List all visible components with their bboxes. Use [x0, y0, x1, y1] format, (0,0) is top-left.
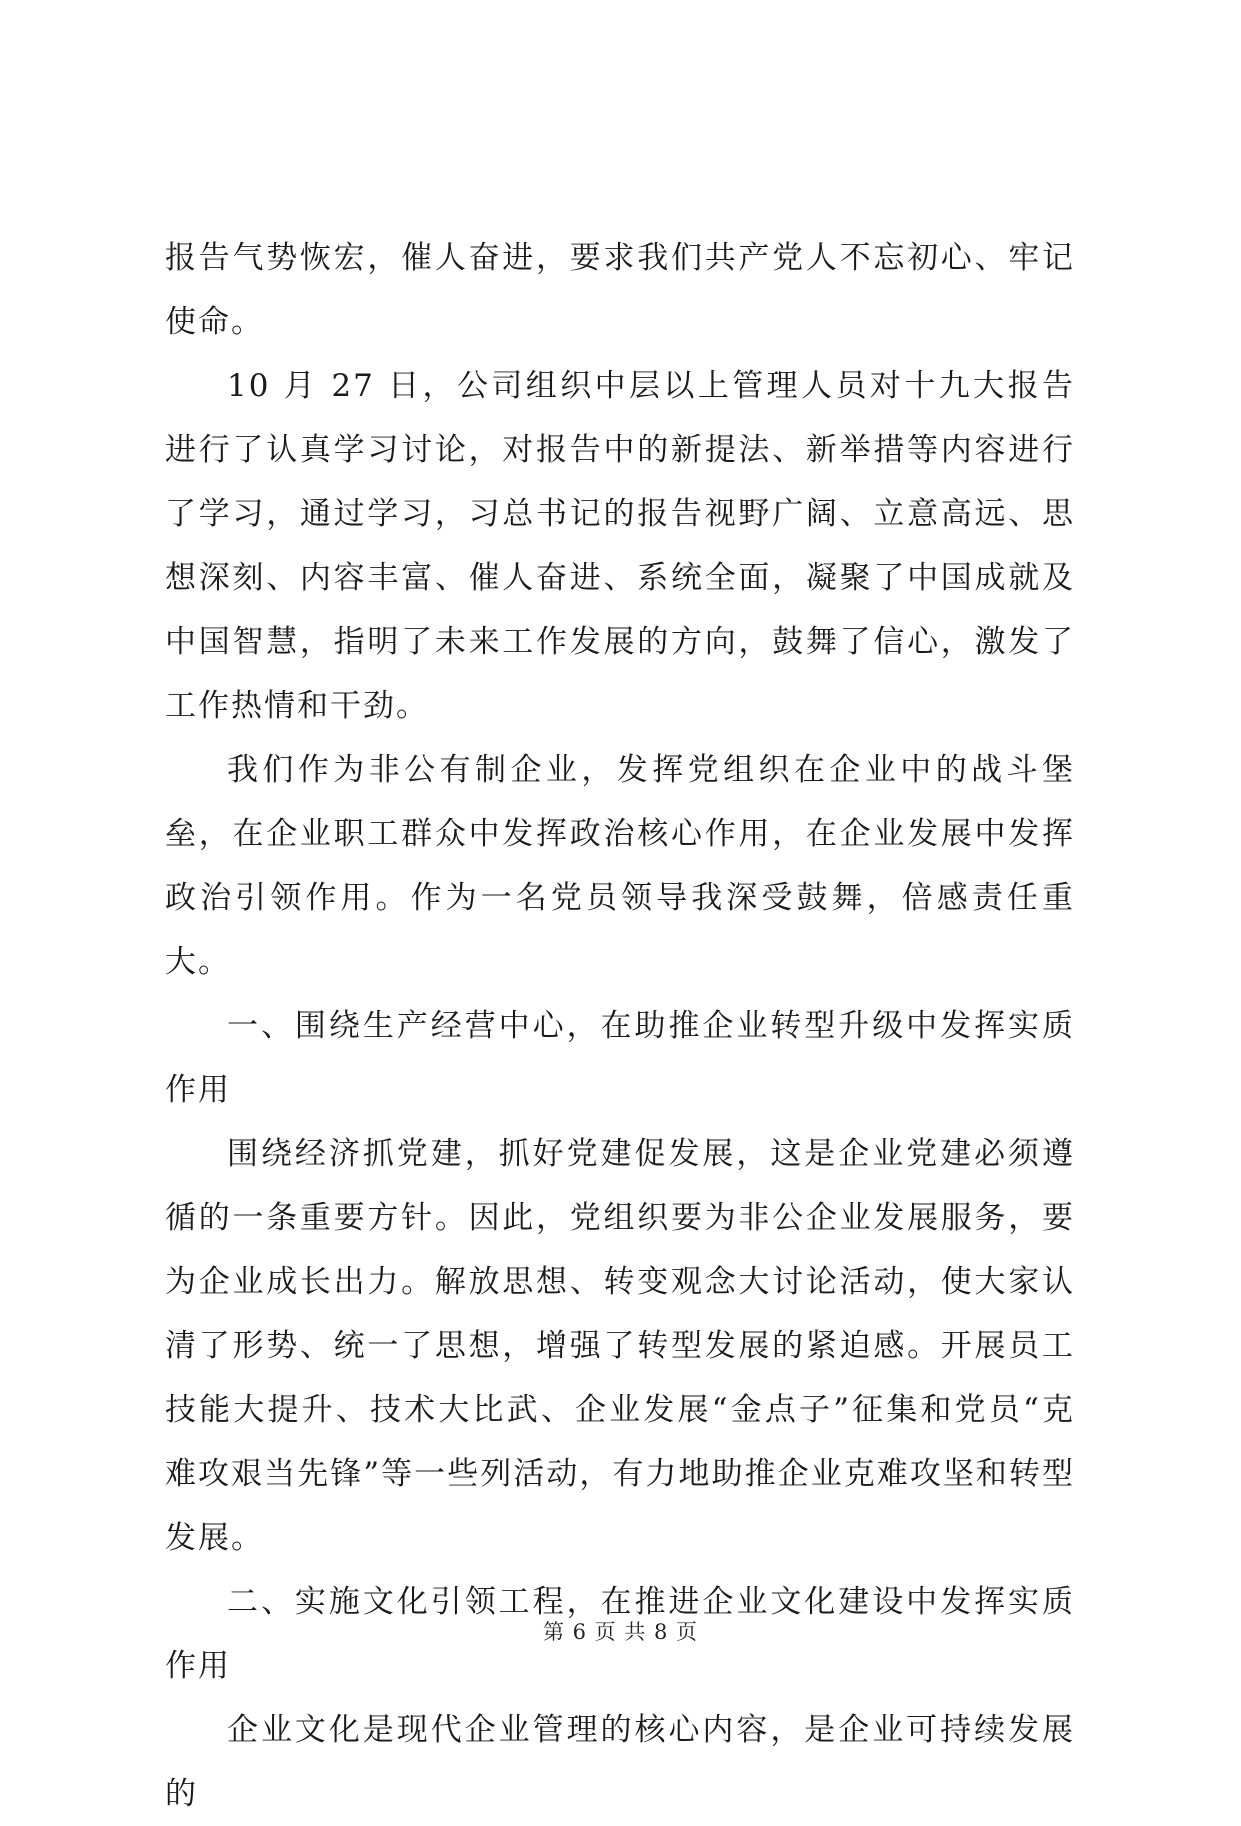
section-heading-2: 二、实施文化引领工程，在推进企业文化建设中发挥实质作用	[165, 1584, 1075, 1684]
paragraph-5: 企业文化是现代企业管理的核心内容，是企业可持续发展的	[165, 1712, 1075, 1812]
document-body	[165, 226, 1075, 1826]
paragraph-2: 10 月 27 日，公司组织中层以上管理人员对十九大报告进行了认真学习讨论，对报告中的新提法、新举措等内容进行了学习，通过学习，习总书记的报告视野广阔、立意高远、思想深刻、内容丰富、催人奋进、系统全面，凝聚了中国成就及中国智慧，指明了未来工作发展的方向，鼓舞了信心，激发了工作热情和干劲。	[165, 368, 1075, 724]
page-footer	[0, 1618, 1241, 1646]
page-number-label: 第 6 页 共 8 页	[542, 1620, 699, 1644]
paragraph-1: 报告气势恢宏，催人奋进，要求我们共产党人不忘初心、牢记使命。	[165, 240, 1075, 340]
paragraph-4: 围绕经济抓党建，抓好党建促发展，这是企业党建必须遵循的一条重要方针。因此，党组织要为非公企业发展服务，要为企业成长出力。解放思想、转变观念大讨论活动，使大家认清了形势、统一了思想，增强了转型发展的紧迫感。开展员工技能大提升、技术大比武、企业发展“金点子”征集和党员“克难攻艰当先锋”等一些列活动，有力地助推企业克难攻坚和转型发展。	[165, 1136, 1075, 1556]
paragraph-3: 我们作为非公有制企业，发挥党组织在企业中的战斗堡垒，在企业职工群众中发挥政治核心作用，在企业发展中发挥政治引领作用。作为一名党员领导我深受鼓舞，倍感责任重大。	[165, 752, 1075, 980]
section-heading-1: 一、围绕生产经营中心，在助推企业转型升级中发挥实质作用	[165, 1008, 1075, 1108]
